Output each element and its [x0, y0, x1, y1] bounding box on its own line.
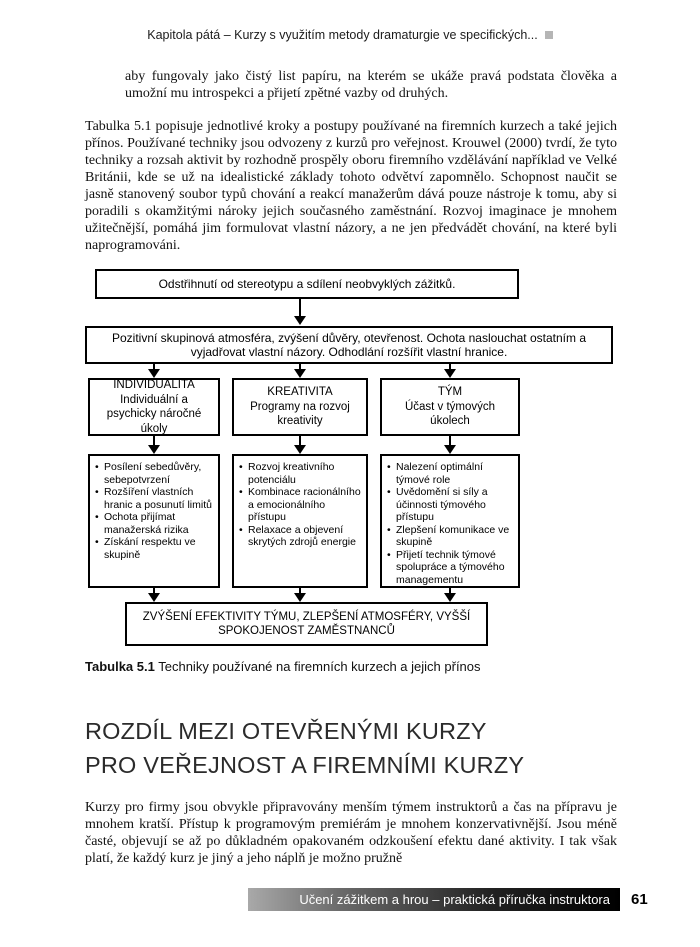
bullet-item: • Rozvoj kreativního potenciálu [239, 461, 362, 486]
arrow-down-icon [294, 436, 306, 454]
flowchart-category-tym [380, 378, 520, 436]
section-heading [85, 714, 617, 782]
bullet-item: • Přijetí technik týmové spolupráce a týmového managementu [387, 549, 514, 587]
flowchart-benefits-individualita [88, 454, 220, 588]
arrow-down-icon [294, 299, 306, 325]
arrow-down-icon [444, 364, 456, 378]
bullet-item: • Relaxace a objevení skrytých zdrojů energie [239, 524, 362, 549]
flowchart-table-5-1 [85, 269, 617, 646]
section-heading-line1: ROZDÍL MEZI OTEVŘENÝMI KURZY [85, 718, 487, 744]
bullet-item: • Uvědomění si síly a účinnosti týmového přístupu [387, 486, 514, 524]
arrow-down-icon [294, 588, 306, 602]
category-subtitle: Programy na rozvoj kreativity [250, 400, 350, 428]
flowchart-benefits-kreativita [232, 454, 368, 588]
flowchart-box-result: ZVÝŠENÍ EFEKTIVITY TÝMU, ZLEPŠENÍ ATMOSFÉRY, VYŠŠÍ SPOKOJENOST ZAMĚSTNANCŮ [125, 602, 488, 646]
arrow-down-icon [148, 436, 160, 454]
bullet-item: • Kombinace racionálního a emocionálního přístupu [239, 486, 362, 524]
flowchart-category-individualita [88, 378, 220, 436]
arrow-down-icon [444, 588, 456, 602]
bullet-item: • Rozšíření vlastních hranic a posunutí limitů [95, 486, 214, 511]
arrow-down-icon [294, 364, 306, 378]
flowchart-benefits-tym [380, 454, 520, 588]
bullet-item: • Ochota přijímat manažerská rizika [95, 511, 214, 536]
flowchart-category-kreativita [232, 378, 368, 436]
category-subtitle: Individuální a psychicky náročné úkoly [106, 393, 202, 435]
paragraph-section-body: Kurzy pro firmy jsou obvykle připravovány menším týmem instruktorů a čas na přípravu je mnohem kratší. Přístup k programovým premiérám je mnohem konzervativnější. Jsou méně časté, objevují se až po důkladném opakovaném odzkoušení efektu dané aktivity. I tak však platí, že každý kurz je jiný a jeho náplň je možno pružně [85, 800, 617, 866]
arrow-down-icon [148, 364, 160, 378]
caption-text: Techniky používané na firemních kurzech a jejich přínos [158, 659, 481, 674]
bullet-item: • Zlepšení komunikace ve skupině [387, 524, 514, 549]
category-title: INDIVIDUALITA [113, 379, 195, 391]
category-title: TÝM [437, 386, 463, 399]
footer-bar [248, 888, 620, 911]
flowchart-box-top: Odstřihnutí od stereotypu a sdílení neobvyklých zážitků. [95, 269, 519, 299]
caption-label: Tabulka 5.1 [85, 659, 155, 674]
section-heading-line2: PRO VEŘEJNOST A FIREMNÍMI KURZY [85, 752, 525, 778]
arrow-down-icon [444, 436, 456, 454]
category-subtitle: Účast v týmových úkolech [404, 400, 496, 428]
running-head [0, 0, 700, 42]
table-caption [85, 659, 617, 674]
running-head-text: Kapitola pátá – Kurzy s využitím metody dramaturgie ve specifických... [147, 28, 538, 42]
footer-book-title: Učení zážitkem a hrou – praktická příručka instruktora [299, 892, 610, 907]
flowchart-box-atmosphere: Pozitivní skupinová atmosféra, zvýšení důvěry, otevřenost. Ochota naslouchat ostatním a vyjadřovat vlastní názory. Odhodlání rozšířit vlastní hranice. [85, 326, 613, 364]
paragraph-intro: aby fungovaly jako čistý list papíru, na kterém se ukáže pravá podstata člověka a umožní mu introspekci a přijetí zpětné vazby od druhých. [125, 69, 617, 101]
arrow-down-icon [148, 588, 160, 602]
page-footer [0, 888, 700, 911]
bullet-item: • Posílení sebedůvěry, sebepotvrzení [95, 461, 214, 486]
bullet-item: • Získání respektu ve skupině [95, 536, 214, 561]
section-marker-icon [545, 31, 553, 39]
bullet-item: • Nalezení optimální týmové role [387, 461, 514, 486]
paragraph-table-description: Tabulka 5.1 popisuje jednotlivé kroky a postupy používané na firemních kurzech a také jejich přínos. Používané techniky jsou odvozeny z kurzů pro veřejnost. Krouwel (2000) tvrdí, že tyto techniky a rozsah aktivit by rozhodně prospěly oboru firemního vzdělávání například ve Velké Británii, kde se už na idealistické základy tohoto odvětví zapomnělo. Schopnost naučit se jasně stanovený soubor typů chování a reakcí manažerům dává pouze nástroje k tomu, aby si poradili s okamžitými nároky jejich současného zaměstnání. Rozvoj imaginace je mnohem užitečnější, pomáhá jim formulovat vlastní názory, a ne jen předvádět chování, na které byli naprogramováni. [85, 119, 617, 253]
category-title: KREATIVITA [267, 386, 333, 399]
page-number: 61 [631, 891, 648, 908]
